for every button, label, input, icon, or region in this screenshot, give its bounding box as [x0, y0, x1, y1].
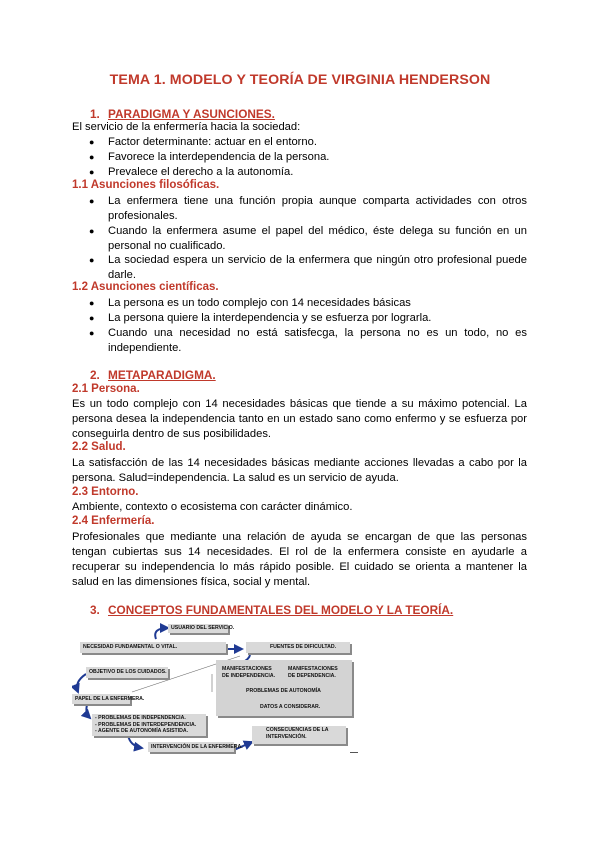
- box-label: DATOS A CONSIDERAR.: [260, 704, 321, 710]
- paragraph: La satisfacción de las 14 necesidades básicas mediante acciones llevadas a cabo por la persona. Salud=independencia. La salud es un servicio de ayuda.: [72, 457, 527, 484]
- paragraph: El servicio de la enfermería hacia la sociedad:: [72, 121, 301, 133]
- fuentes-box: [246, 642, 350, 653]
- bullet-icon: ●: [89, 196, 95, 206]
- list-item: Factor determinante: actuar en el entorno.: [108, 136, 317, 148]
- paragraph: Profesionales que mediante una relación de ayuda se encargan de que las personas tengan cubiertas sus 14 necesidades. El rol de la enfermera consiste en ayudarle a recuperar su independencia lo más rápido posible. El cuidado se orienta a mantener la salud en las dimensiones física, social y mental.: [72, 531, 527, 588]
- box-label: MANIFESTACIONES DE INDEPENDENCIA.: [222, 666, 276, 679]
- list-item: La persona quiere la interdependencia y se esfuerza por lograrla.: [108, 312, 432, 324]
- concept-diagram: [72, 622, 362, 762]
- bullet-icon: ●: [89, 298, 95, 308]
- arrow: [155, 628, 168, 639]
- bullet-icon: ●: [89, 152, 95, 162]
- subsection-heading: 1.2 Asunciones científicas.: [72, 281, 219, 293]
- usuario-box: [168, 624, 235, 633]
- page-title: TEMA 1. MODELO Y TEORÍA DE VIRGINIA HENDERSON: [109, 72, 491, 88]
- subsection-heading: 2.4 Enfermería.: [72, 515, 155, 527]
- section-number: 1.: [90, 107, 100, 121]
- manifestaciones-box: [216, 660, 352, 716]
- list-item: Favorece la interdependencia de la persona.: [108, 151, 330, 163]
- arrow: [128, 735, 142, 748]
- box-label: MANIFESTACIONES DE DEPENDENCIA.: [288, 666, 338, 679]
- subsection-heading: 2.1 Persona.: [72, 383, 140, 395]
- problemas-list-box: [92, 714, 206, 736]
- box-label: PAPEL DE LA ENFERMERA.: [75, 696, 145, 702]
- box-label: AGENTE DE AUTONOMÍA ASISTIDA.: [97, 728, 189, 734]
- box-label: FUENTES DE DIFICULTAD.: [270, 644, 337, 650]
- box-label: INTERVENCIÓN DE LA ENFERMERA.: [151, 744, 243, 750]
- section-title: METAPARADIGMA.: [108, 368, 216, 382]
- bullet-icon: ●: [89, 137, 95, 147]
- bullet-icon: ●: [89, 167, 95, 177]
- list-item: Cuando una necesidad no está satisfecga, la persona no es un todo, no es independiente.: [108, 327, 527, 354]
- intervencion-box: [148, 742, 243, 752]
- box-label: NECESIDAD FUNDAMENTAL O VITAL.: [83, 644, 178, 650]
- box-label: USUARIO DEL SERVICIO.: [171, 625, 235, 631]
- section-title: PARADIGMA Y ASUNCIONES.: [108, 107, 275, 121]
- list-item: Prevalece el derecho a la autonomía.: [108, 166, 294, 178]
- section-2-heading: [90, 368, 216, 382]
- subsection-heading: 2.2 Salud.: [72, 441, 126, 453]
- arrow: [86, 702, 90, 718]
- list-item: La enfermera tiene una función propia aunque comparta actividades con otros profesionales.: [108, 195, 527, 222]
- box-label: PROBLEMAS DE AUTONOMÍA: [246, 688, 321, 694]
- list-line: - PROBLEMAS DE INTERDEPENDENCIA.: [95, 721, 197, 728]
- necesidad-box: [80, 642, 226, 653]
- list-line: - PROBLEMAS DE INDEPENDENCIA.: [95, 715, 186, 721]
- list-item: La sociedad espera un servicio de la enfermera que ningún otro profesional puede darle.: [108, 254, 527, 281]
- list-item: La persona es un todo complejo con 14 necesidades básicas: [108, 297, 411, 309]
- section-number: 3.: [90, 603, 100, 617]
- box-label: OBJETIVO DE LOS CUIDADOS.: [89, 669, 167, 675]
- bullet-icon: ●: [89, 313, 95, 323]
- section-1-heading: [90, 107, 275, 121]
- box-label: CONSECUENCIAS DE LA INTERVENCIÓN.: [266, 727, 329, 740]
- box-label: PROBLEMAS DE INDEPENDENCIA.: [98, 715, 186, 721]
- subsection-heading: 2.3 Entorno.: [72, 486, 139, 498]
- papel-box: [72, 694, 145, 704]
- paragraph: Ambiente, contexto o ecosistema con carácter dinámico.: [72, 501, 353, 513]
- consecuencias-box: [252, 726, 346, 744]
- box-label: PROBLEMAS DE INTERDEPENDENCIA.: [98, 721, 197, 728]
- subsection-heading: 1.1 Asunciones filosóficas.: [72, 179, 220, 191]
- arrow: [77, 674, 86, 692]
- section-3-heading: [90, 603, 453, 617]
- bullet-icon: ●: [89, 328, 95, 338]
- divider: [350, 752, 358, 753]
- paragraph: Es un todo complejo con 14 necesidades básicas que tiende a su máximo potencial. La persona desea la independencia tanto en un estado sano como enfermo y se esfuerza por conseguirla dentro de sus posibilidades.: [72, 398, 527, 440]
- objetivo-box: [86, 667, 168, 678]
- list-item: Cuando la enfermera asume el papel del médico, éste delega su función en un personal no cualificado.: [108, 225, 527, 252]
- list-line: - AGENTE DE AUTONOMÍA ASISTIDA.: [95, 728, 189, 734]
- section-title: CONCEPTOS FUNDAMENTALES DEL MODELO Y LA TEORÍA.: [108, 603, 454, 617]
- bullet-icon: ●: [89, 226, 95, 236]
- section-number: 2.: [90, 368, 100, 382]
- bullet-icon: ●: [89, 255, 95, 265]
